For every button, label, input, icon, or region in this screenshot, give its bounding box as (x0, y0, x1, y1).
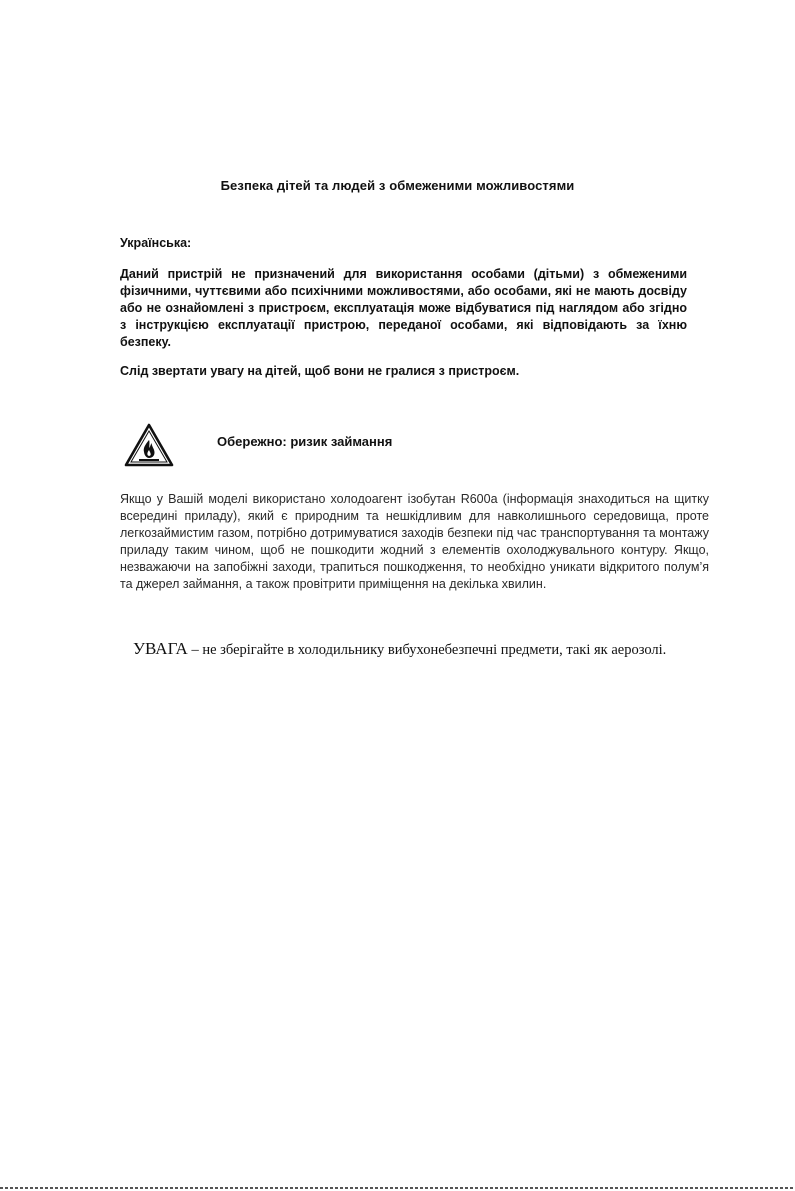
caution-label: УВАГА (133, 639, 188, 658)
children-note: Слід звертати увагу на дітей, щоб вони не гралися з пристроєм. (120, 364, 520, 378)
page-edge-divider (0, 1187, 795, 1189)
language-label: Українська: (120, 236, 192, 250)
caution-text: – не зберігайте в холодильнику вибухонебезпечні предмети, такі як аерозолі. (187, 642, 667, 658)
safety-paragraph: Даний пристрій не призначений для використання особами (дітьми) з обмеженими фізичними, чуттєвими або психічними можливостями, або особами, які не мають досвіду або не ознайомлені з пристроєм, експлуатація може відбуватися під наглядом або згідно з інструкцією експлуатації пристрою, переданої особами, які відповідають за їхню безпеку. (120, 267, 687, 349)
caution-line (133, 639, 666, 659)
page-title: Безпека дітей та людей з обмеженими можливостями (220, 178, 575, 193)
refrigerant-paragraph: Якщо у Вашій моделі використано холодоагент ізобутан R600a (інформація знаходиться на щитку всередині приладу), який є природним та нешкідливим для навколишнього середовища, проте легкозаймистим газом, потрібно дотримуватися заходів безпеки під час транспортування та монтажу приладу таким чином, щоб не пошкодити жодний з елементів охолоджувального контуру. Якщо, незважаючи на запобіжні заходи, трапиться пошкодження, то необхідно уникати відкритого полум’я та джерел займання, а також провітрити приміщення на декілька хвилин. (120, 492, 709, 591)
flammable-warning-icon (124, 423, 174, 467)
fire-risk-heading: Обережно: ризик займання (217, 434, 393, 449)
